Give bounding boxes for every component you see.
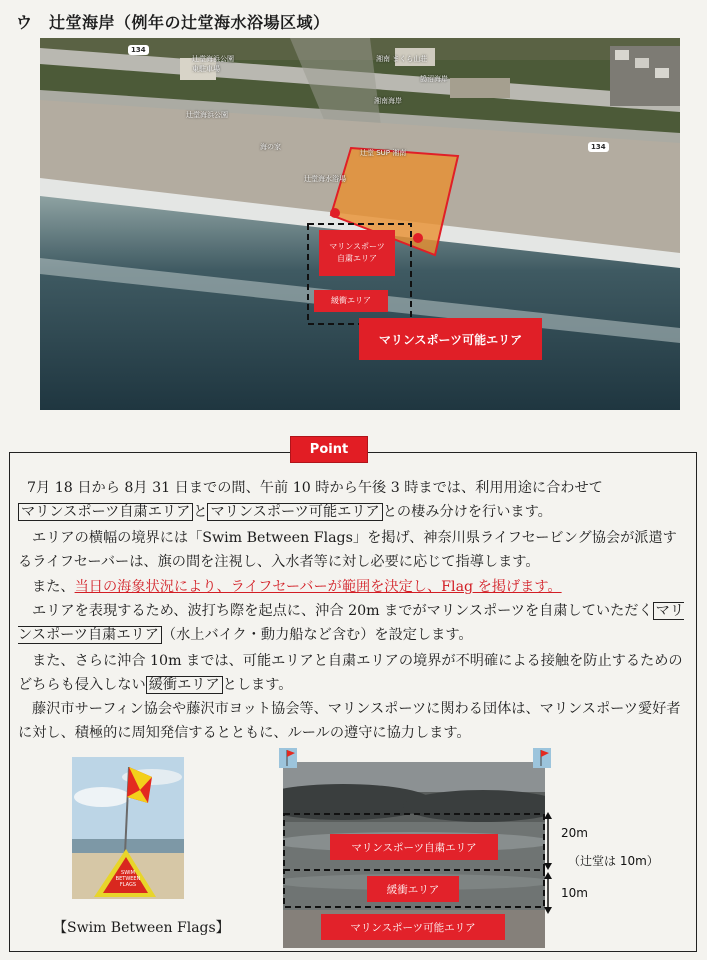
paragraph-6 [18,697,690,745]
map-zone-buffer: 緩衝エリア [314,290,388,312]
diagram-zone-marine-restricted: マリンスポーツ自粛エリア [330,834,498,860]
map-label: 湘南海岸 [374,97,402,105]
text: また、さらに沖合 10m までは、可能エリアと自粛エリアの境界が不明確による接触を防止するためのどちらも侵入しない [18,653,683,693]
inline-box-marine-restricted: マリンスポーツ自粛エリア [18,503,193,521]
dimension-note: （辻堂は 10m） [568,854,659,868]
flag-sign-text: SWIM BETWEEN FLAGS [115,870,141,888]
paragraph-2 [18,526,690,574]
map-zone-marine-restricted: マリンスポーツ 自粛エリア [319,230,395,276]
map-label: 辻堂海浜公園 東駐車場 [192,55,234,73]
map-label: 辻堂海浜公園 [186,111,228,119]
map-label: 辻堂海水浴場 [304,175,346,183]
zone-diagram [283,762,545,948]
text: と [193,504,208,520]
section-heading: ウ 辻堂海岸（例年の辻堂海水浴場区域） [16,13,330,32]
text: また、 [32,579,75,595]
text: エリアの横幅の境界には「Swim Between Flags」を掲げ、神奈川県ライフセービング協会が派遣するライフセーバーは、旗の間を注視し、入水者等に対し必要に応じて指導します。 [18,530,677,570]
map-label: 湘南 まくら山荘 [376,55,428,63]
route-sign: 134 [588,142,609,152]
dimension-arrows [540,812,556,914]
dimension-20m: 20m [561,826,588,840]
highlight-text: 当日の海象状況により、ライフセーバーが範囲を決定し、Flag を掲げます。 [74,579,562,595]
map-label: 鵠沼海岸 [420,75,448,83]
map-label: 海の家 [260,143,281,151]
possible-area-legend: マリンスポーツ可能エリア [359,318,542,360]
dimension-10m: 10m [561,886,588,900]
text: エリアを表現するため、波打ち際を起点に、沖合 20m までがマリンスポーツを自粛していただく [32,603,653,619]
paragraph-1 [18,476,690,524]
diagram-zone-buffer: 緩衝エリア [367,876,459,902]
route-sign: 134 [128,45,149,55]
flag-icon [533,748,551,768]
photo-caption: 【Swim Between Flags】 [53,920,230,936]
flag-icon [279,748,297,768]
text: との棲み分けを行います。 [382,504,552,520]
inline-box-buffer: 緩衝エリア [146,676,223,694]
text: 藤沢市サーフィン協会や藤沢市ヨット協会等、マリンスポーツに関わる団体は、マリンスポーツ愛好者に対し、積極的に周知発信するとともに、ルールの遵守に協力します。 [18,701,681,741]
paragraph-3 [18,575,690,599]
swim-between-flags-photo [72,757,184,899]
diagram-zone-possible: マリンスポーツ可能エリア [321,914,505,940]
paragraph-4 [18,599,690,647]
text: とします。 [222,677,293,693]
point-title: Point [290,436,368,463]
map-label: 辻堂 SUP 湘南 [360,149,407,157]
inline-box-marine-possible: マリンスポーツ可能エリア [207,503,382,521]
text: （水上バイク・動力船など含む）を設定します。 [161,627,473,643]
paragraph-5 [18,649,690,697]
inline-box-marine-restricted: マリンスポーツ自粛エリア [18,603,685,643]
text: 7月 18 日から 8月 31 日までの間、午前 10 時から午後 3 時までは、利用用途に合わせて [27,480,603,496]
